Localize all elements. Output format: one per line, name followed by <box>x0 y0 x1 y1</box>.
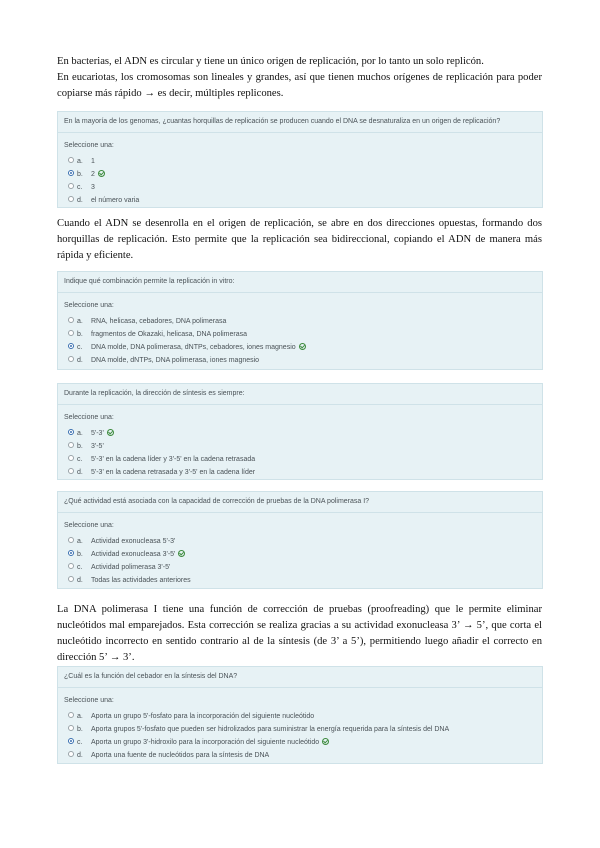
option-b[interactable]: b. 2 <box>68 168 542 181</box>
question-text: ¿Qué actividad está asociada con la capacidad de corrección de pruebas de la DNA polimerasa I? <box>58 492 542 513</box>
radio-icon[interactable] <box>68 356 74 362</box>
question-text: Durante la replicación, la dirección de síntesis es siempre: <box>58 384 542 405</box>
option-a[interactable]: a. Actividad exonucleasa 5'-3' <box>68 535 542 548</box>
option-b[interactable]: b. fragmentos de Okazaki, helicasa, DNA polimerasa <box>68 328 542 341</box>
select-label: Seleccione una: <box>64 302 114 309</box>
bidirectional-paragraph: Cuando el ADN se desenrolla en el origen de replicación, se abre en dos direcciones opuestas, formando dos horquillas de replicación. Esto permite que la replicación sea bidireccional, copiando el ADN de manera más rápida y eficiente. <box>57 218 542 261</box>
radio-icon[interactable] <box>68 196 74 202</box>
radio-selected-icon[interactable] <box>68 550 74 556</box>
question-card-5 <box>57 666 543 764</box>
intro-paragraph <box>57 54 542 102</box>
radio-icon[interactable] <box>68 317 74 323</box>
option-a[interactable]: a. 1 <box>68 155 542 168</box>
options-list <box>58 311 542 367</box>
select-label: Seleccione una: <box>64 414 114 421</box>
correct-check-icon <box>98 170 105 177</box>
eukaryote-sentence: En eucariotas, los cromosomas son lineales y grandes, así que tienen muchos orígenes de replicación para poder copiarse más rápido → es decir, múltiples replicones. <box>57 72 542 99</box>
radio-selected-icon[interactable] <box>68 738 74 744</box>
option-d[interactable]: d. DNA molde, dNTPs, DNA polimerasa, iones magnesio <box>68 354 542 367</box>
options-list <box>58 531 542 587</box>
radio-icon[interactable] <box>68 157 74 163</box>
option-c[interactable]: c. DNA molde, DNA polimerasa, dNTPs, cebadores, iones magnesio <box>68 341 542 354</box>
select-label: Seleccione una: <box>64 142 114 149</box>
option-d[interactable]: d. 5'-3' en la cadena retrasada y 3'-5' en la cadena líder <box>68 466 542 479</box>
correct-check-icon <box>107 429 114 436</box>
radio-icon[interactable] <box>68 751 74 757</box>
option-b[interactable]: b. 3'-5' <box>68 440 542 453</box>
radio-icon[interactable] <box>68 330 74 336</box>
proofreading-paragraph: La DNA polimerasa I tiene una función de corrección de pruebas (proofreading) que le permite eliminar nucleótidos mal emparejados. Esta corrección se realiza gracias a su actividad exonucleasa 3’ → 5’, que corta el nucleótido incorrecto en sentido contrario al de la síntesis (de 3’ a 5’), permitiendo luego añadir el correcto en dirección 5’ → 3’. <box>57 604 542 663</box>
question-card-1 <box>57 111 543 208</box>
question-text: En la mayoría de los genomas, ¿cuantas horquillas de replicación se producen cuando el DNA se desnaturaliza en un origen de replicación? <box>58 112 542 133</box>
question-text: Indique qué combinación permite la replicación in vitro: <box>58 272 542 293</box>
options-list <box>58 423 542 479</box>
radio-icon[interactable] <box>68 455 74 461</box>
select-label: Seleccione una: <box>64 697 114 704</box>
radio-icon[interactable] <box>68 442 74 448</box>
option-d[interactable]: d. Todas las actividades anteriores <box>68 574 542 587</box>
option-d[interactable]: d. el número varia <box>68 194 542 207</box>
option-b[interactable]: b. Aporta grupos 5'-fosfato que pueden ser hidrolizados para suministrar la energía requerida para la síntesis del DNA <box>68 723 542 736</box>
correct-check-icon <box>299 343 306 350</box>
option-b[interactable]: b. Actividad exonucleasa 3'-5' <box>68 548 542 561</box>
bacteria-sentence: En bacterias, el ADN es circular y tiene un único origen de replicación, por lo tanto un solo replicón. <box>57 56 484 67</box>
option-c[interactable]: c. Aporta un grupo 3'-hidroxilo para la incorporación del siguiente nucleótido <box>68 736 542 749</box>
radio-selected-icon[interactable] <box>68 170 74 176</box>
option-c[interactable]: c. 3 <box>68 181 542 194</box>
correct-check-icon <box>178 550 185 557</box>
question-card-3 <box>57 383 543 480</box>
option-a[interactable]: a. RNA, helicasa, cebadores, DNA polimerasa <box>68 315 542 328</box>
radio-icon[interactable] <box>68 468 74 474</box>
option-d[interactable]: d. Aporta una fuente de nucleótidos para la síntesis de DNA <box>68 749 542 762</box>
question-text: ¿Cuál es la función del cebador en la síntesis del DNA? <box>58 667 542 688</box>
radio-selected-icon[interactable] <box>68 429 74 435</box>
option-a[interactable]: a. 5'-3' <box>68 427 542 440</box>
correct-check-icon <box>322 738 329 745</box>
select-label: Seleccione una: <box>64 522 114 529</box>
radio-icon[interactable] <box>68 576 74 582</box>
option-c[interactable]: c. Actividad polimerasa 3'-5' <box>68 561 542 574</box>
radio-icon[interactable] <box>68 537 74 543</box>
radio-icon[interactable] <box>68 183 74 189</box>
option-a[interactable]: a. Aporta un grupo 5'-fosfato para la incorporación del siguiente nucleótido <box>68 710 542 723</box>
radio-icon[interactable] <box>68 725 74 731</box>
radio-icon[interactable] <box>68 712 74 718</box>
radio-selected-icon[interactable] <box>68 343 74 349</box>
option-c[interactable]: c. 5'-3' en la cadena líder y 3'-5' en la cadena retrasada <box>68 453 542 466</box>
options-list <box>58 706 542 762</box>
question-card-2 <box>57 271 543 370</box>
options-list <box>58 151 542 207</box>
radio-icon[interactable] <box>68 563 74 569</box>
question-card-4 <box>57 491 543 589</box>
